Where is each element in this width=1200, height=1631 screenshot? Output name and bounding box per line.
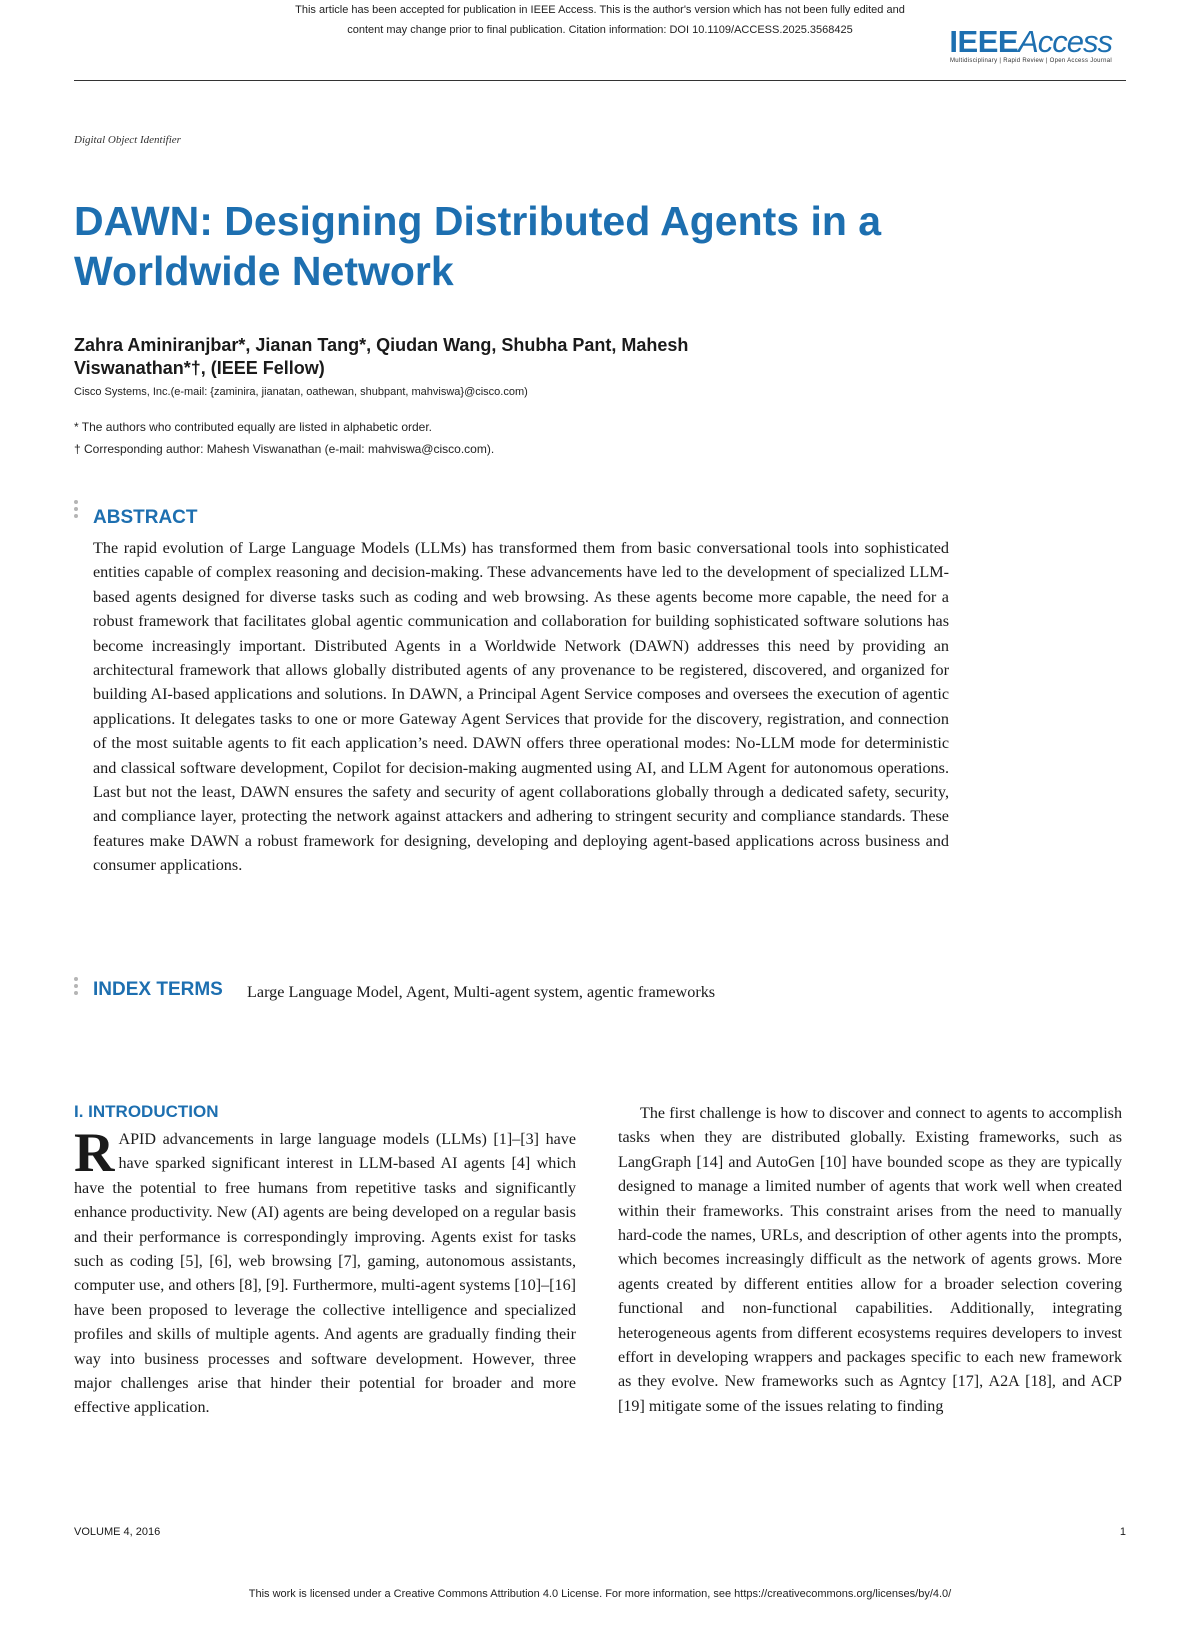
index-terms-heading: INDEX TERMS <box>93 979 223 1000</box>
introduction-right-column: The first challenge is how to discover and connect to agents to accomplish tasks when they are distributed globally. Existing frameworks, such as LangGraph [14] and AutoGen [10] have bounded scope as they are typically designed to manage a limited number of agents that work well when created within their frameworks. This constraint arises from the need to manually hard-code the names, URLs, and description of other agents into the prompts, which becomes increasingly difficult as the network of agents grows. More agents created by different entities allow for a broader selection covering functional and non-functional capabilities. Additionally, integrating heterogeneous agents from different ecosystems requires developers to invest effort in developing wrappers and packages specific to each new framework as they evolve. New frameworks such as Agntcy [17], A2A [18], and ACP [19] mitigate some of the issues relating to finding <box>618 1105 1122 1415</box>
page-number: 1 <box>1119 1526 1126 1538</box>
license-notice: This work is licensed under a Creative Commons Attribution 4.0 License. For more information, see https://creativecommons.org/licenses/by/4.0/ <box>248 1588 952 1600</box>
publication-notice-line1: This article has been accepted for publication in IEEE Access. This is the author's version which has not been fully edited and <box>295 4 905 16</box>
header-divider <box>74 80 1126 81</box>
index-terms-marker-icon <box>74 977 80 998</box>
publication-notice-line2: content may change prior to final publication. Citation information: DOI 10.1109/ACCESS.2025.3568425 <box>347 24 853 36</box>
authors-line-1: Zahra Aminiranjbar*, Jianan Tang*, Qiudan Wang, Shubha Pant, Mahesh <box>74 335 689 355</box>
logo-tagline: Multidisciplinary | Rapid Review | Open Access Journal <box>949 58 1112 64</box>
volume-label: VOLUME 4, 2016 <box>74 1526 161 1538</box>
logo-ieee-text: IEEE <box>949 24 1019 59</box>
introduction-heading: I. INTRODUCTION <box>74 1102 219 1121</box>
introduction-left-column <box>74 1122 576 1421</box>
affiliation: Cisco Systems, Inc.(e-mail: {zaminira, jianatan, oathewan, shubpant, mahviswa}@cisco.com) <box>74 386 528 398</box>
drop-cap: R <box>74 1122 115 1184</box>
abstract-heading: ABSTRACT <box>93 507 198 528</box>
footnote-corresponding-author: † Corresponding author: Mahesh Viswanathan (e-mail: mahviswa@cisco.com). <box>74 442 495 456</box>
introduction-left-text: APID advancements in large language models (LLMs) [1]–[3] have have sparked significant interest in LLM-based AI agents [4] which have the potential to free humans from repetitive tasks and significantly enhance productivity. New (AI) agents are being developed on a regular basis and their performance is correspondingly improving. Agents exist for tasks such as coding [5], [6], web browsing [7], gaming, autonomous assistants, computer use, and others [8], [9]. Furthermore, multi-agent systems [10]–[16] have been proposed to leverage the collective intelligence and specialized profiles and skills of multiple agents. And agents are gradually finding their way into business processes and software development. However, three major challenges arise that hinder their potential for broader and more effective application. <box>74 1131 576 1417</box>
index-terms-text: Large Language Model, Agent, Multi-agent system, agentic frameworks <box>247 983 716 1001</box>
author-list <box>74 334 834 380</box>
ieee-access-logo <box>949 24 1112 64</box>
authors-line-2: Viswanathan*†, (IEEE Fellow) <box>74 358 325 378</box>
footnote-equal-contribution: * The authors who contributed equally are listed in alphabetic order. <box>74 420 433 434</box>
abstract-marker-icon <box>74 500 80 521</box>
paper-title: DAWN: Designing Distributed Agents in a Worldwide Network <box>74 198 882 294</box>
logo-access-text: Access <box>1018 24 1112 59</box>
abstract-text: The rapid evolution of Large Language Models (LLMs) has transformed them from basic conversational tools into sophisticated entities capable of complex reasoning and decision-making. These advancements have led to the development of specialized LLM-based agents designed for diverse tasks such as coding and web browsing. As these agents become more capable, the need for a robust framework that facilitates global agentic communication and collaboration for building sophisticated software solutions has become increasingly important. Distributed Agents in a Worldwide Network (DAWN) addresses this need by providing an architectural framework that allows globally distributed agents of any provenance to be registered, discovered, and organized for building AI-based applications and solutions. In DAWN, a Principal Agent Service composes and oversees the execution of agentic applications. It delegates tasks to one or more Gateway Agent Services that provide for the discovery, registration, and connection of the most suitable agents to fit each application’s need. DAWN offers three operational modes: No-LLM mode for deterministic and classical software development, Copilot for decision-making augmented using AI, and LLM Agent for autonomous operations. Last but not the least, DAWN ensures the safety and security of agent collaborations globally through a dedicated safety, security, and compliance layer, protecting the network against attackers and adhering to stringent security and compliance standards. These features make DAWN a robust framework for designing, developing and deploying agent-based applications across business and consumer applications. <box>93 539 949 875</box>
doi-label: Digital Object Identifier <box>74 134 181 146</box>
